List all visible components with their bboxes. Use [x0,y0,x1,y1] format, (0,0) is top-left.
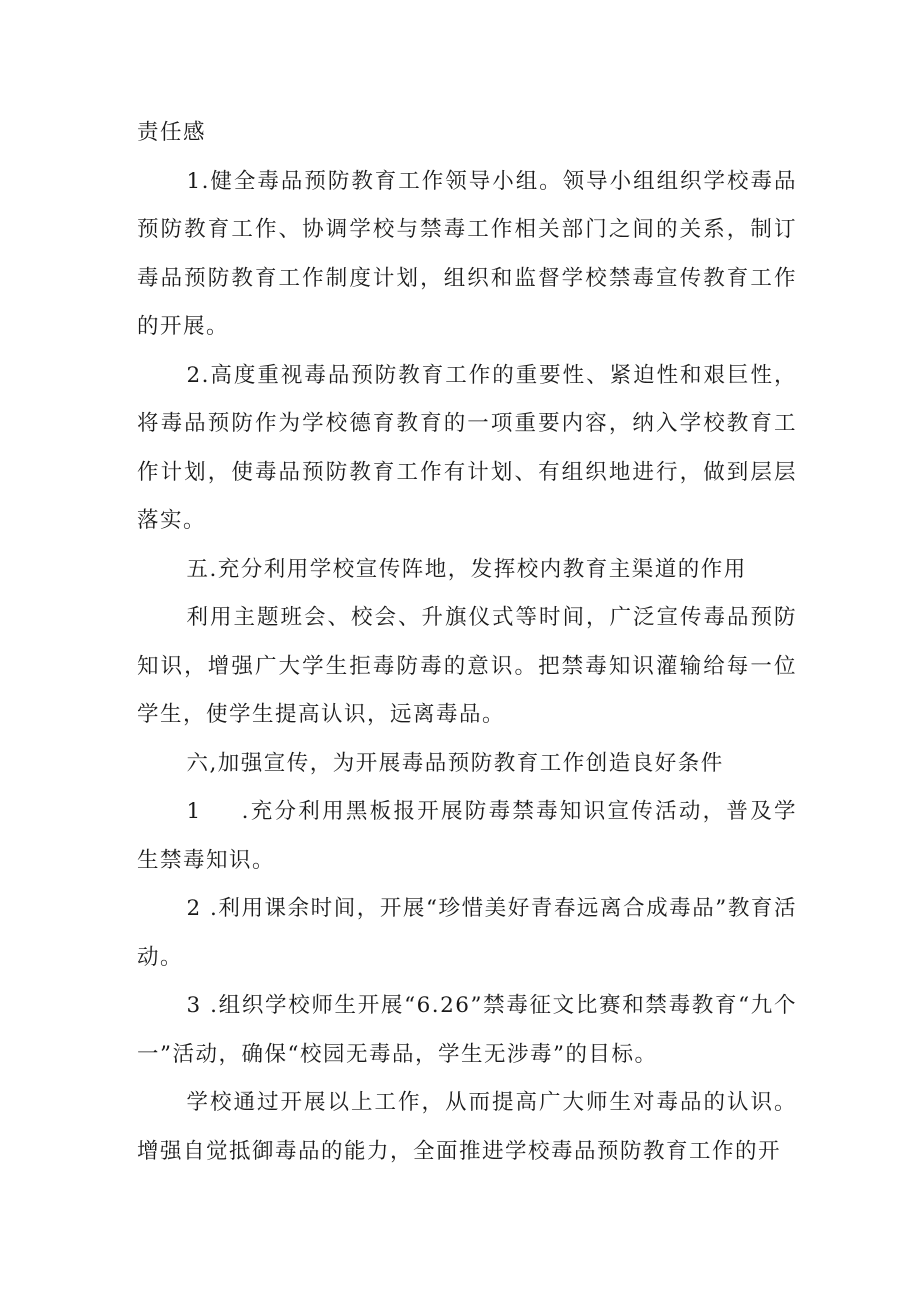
document-body [137,109,797,1176]
paragraph-spare-time-activity: 2 .利用课余时间，开展“珍惜美好青春远离合成毒品”教育活动。 [137,896,797,970]
list-number: 1 [186,799,202,824]
paragraph-class-meetings: 利用主题班会、校会、升旗仪式等时间，广泛宣传毒品预防知识，增强广大学生拒毒防毒的意识。把禁毒知识灌输给每一位学生，使学生提高认识，远离毒品。 [137,605,797,727]
paragraph-continuation: 责任感 [137,120,207,145]
paragraph-essay-contest: 3 .组织学校师生开展“6.26”禁毒征文比赛和禁毒教育“九个一”活动，确保“校园无毒品，学生无涉毒”的目标。 [137,993,797,1067]
paragraph-conclusion: 学校通过开展以上工作，从而提高广大师生对毒品的认识。增强自觉抵御毒品的能力，全面推进学校毒品预防教育工作的开 [137,1090,797,1164]
paragraph-importance: 2.高度重视毒品预防教育工作的重要性、紧迫性和艰巨性，将毒品预防作为学校德育教育的一项重要内容，纳入学校教育工作计划，使毒品预防教育工作有计划、有组织地进行，做到层层落实。 [137,362,797,533]
section-heading-six: 六,加强宣传，为开展毒品预防教育工作创造良好条件 [186,750,724,776]
paragraph-blackboard-text: .充分利用黑板报开展防毒禁毒知识宣传活动，普及学生禁毒知识。 [137,799,797,873]
section-heading-five: 五.充分利用学校宣传阵地，发挥校内教育主渠道的作用 [186,556,747,582]
paragraph-blackboard [137,788,797,885]
paragraph-leadership-group: 1.健全毒品预防教育工作领导小组。领导小组组织学校毒品预防教育工作、协调学校与禁毒工作相关部门之间的关系，制订毒品预防教育工作制度计划，组织和监督学校禁毒宣传教育工作的开展。 [137,168,797,339]
